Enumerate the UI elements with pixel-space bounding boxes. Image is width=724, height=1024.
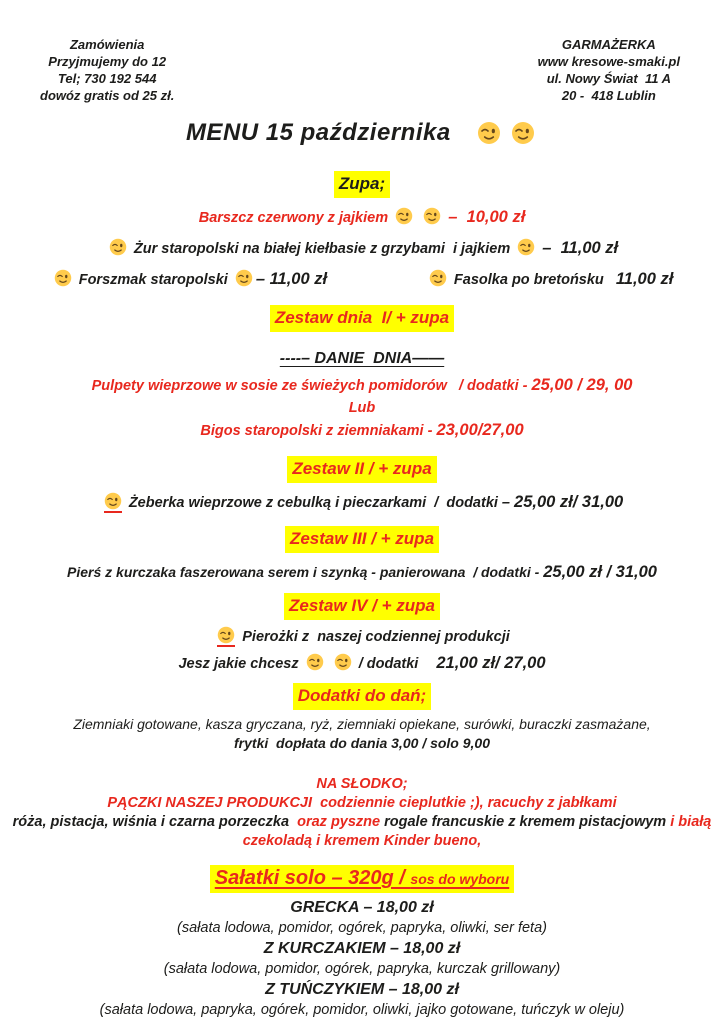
section-header-zestaw-1 [0,305,724,332]
zestaw-4-header-label: Zestaw IV / + zupa [284,593,440,620]
wink-emoji-icon [477,121,501,145]
dodatki-list: Ziemniaki gotowane, kasza gryczana, ryż, ziemniaki opiekane, surówki, buraczki zasmażane, [73,716,651,732]
bigos-name: Bigos staropolski z ziemniakami - [200,423,437,439]
kinder-line: czekoladą i kremem Kinder bueno, [242,833,482,849]
frytki-info: frytki dopłata do dania 3,00 / solo 9,00 [234,735,490,751]
street-address: ul. Nowy Świat 11 A [546,71,671,86]
salad-item-name: GRECKA – 18,00 zł [290,899,434,916]
wink-emoji-icon [511,121,535,145]
flavors-red-text: oraz pyszne [293,814,385,830]
business-name: GARMAŻERKA [561,37,656,52]
piers-price: 25,00 zł / 31,00 [543,563,657,581]
rogale-text: rogale francuskie z kremem pistacjowym [384,814,667,830]
lub-label: Lub [348,400,376,416]
wink-emoji-icon [334,653,352,671]
business-info-block [538,36,680,104]
header [0,0,724,104]
menu-item-pulpety [0,374,724,397]
phone-number: Tel; 730 192 544 [57,71,157,86]
wink-emoji-icon [54,269,72,287]
wink-emoji-icon [109,238,127,256]
zur-name: Żur staropolski na białej kiełbasie z grzybami i jajkiem [133,241,511,257]
section-header-zestaw-3 [0,526,724,553]
menu-item-pierozki [0,626,724,648]
website: www kresowe-smaki.pl [537,54,680,69]
wink-emoji-icon [306,653,324,671]
salatki-header-main: Sałatki solo – 320g / [214,867,411,889]
menu-item-piers [0,561,724,583]
zestaw-2-header-label: Zestaw II / + zupa [287,456,436,483]
menu-item-jesz-jakie-chcesz [0,652,724,675]
wink-emoji-icon [104,492,122,513]
menu-item-fasolka [426,268,673,291]
zur-price: – 11,00 zł [542,239,619,257]
menu-item-bigos [0,419,724,442]
wink-emoji-icon [217,626,235,647]
zestaw-3-header-label: Zestaw III / + zupa [285,526,439,553]
menu-item-zur [0,237,724,260]
salatki-header-label [210,865,514,893]
jesz-dodatki-text: / dodatki [358,656,419,672]
jesz-text: Jesz jakie chcesz [178,656,299,672]
danie-dnia-label: ----– DANIE DNIA—— [279,350,445,367]
forszmak-price: – 11,00 zł [255,270,328,288]
city-address: 20 - 418 Lublin [561,88,656,103]
pulpety-price: 25,00 / 29, 00 [531,376,633,394]
section-header-zestaw-4 [0,593,724,620]
salad-item-desc: (sałata lodowa, pomidor, ogórek, papryka, kurczak grillowany) [163,961,561,977]
order-info-line: Zamówienia [69,37,145,52]
soup-row [51,268,674,291]
section-header-zupa [0,171,724,198]
menu-item-forszmak [51,268,327,291]
salad-item-name: Z KURCZAKIEM – 18,00 zł [263,940,461,957]
salad-item-desc: (sałata lodowa, papryka, ogórek, pomidor, oliwki, jajko gotowane, tuńczyk w oleju) [99,1002,625,1018]
menu-title-row [0,118,724,151]
section-header-zestaw-2 [0,456,724,483]
zestaw-1-header-label: Zestaw dnia I/ + zupa [270,305,454,332]
bigos-price: 23,00/27,00 [436,421,524,439]
flavors-black-text: róża, pistacja, wiśnia i czarna porzeczka [12,814,294,830]
danie-dnia-heading [0,348,724,370]
salad-item-name: Z TUŃCZYKIEM – 18,00 zł [265,981,459,998]
section-header-dodatki [0,683,724,710]
menu-item-zeberka [0,491,724,514]
zeberka-price: 25,00 zł/ 31,00 [514,493,624,511]
wink-emoji-icon [429,269,447,287]
zupa-header-label: Zupa; [334,171,390,198]
paczki-line: PĄCZKI NASZEJ PRODUKCJI codziennie cieplutkie ;), racuchy z jabłkami [107,795,617,811]
flavors-line [0,813,724,832]
wink-emoji-icon [235,269,253,287]
fasolka-name: Fasolka po bretońsku [453,272,604,288]
order-info-line: Przyjmujemy do 12 [48,54,167,69]
delivery-info: dowóz gratis od 25 zł. [40,88,175,103]
forszmak-name: Forszmak staropolski [78,272,228,288]
wink-emoji-icon [395,207,413,225]
wink-emoji-icon [423,207,441,225]
dodatki-header-label: Dodatki do dań; [293,683,431,710]
salatki-header-sub: sos do wyboru [410,871,510,887]
jesz-price: 21,00 zł/ 27,00 [436,654,546,672]
fasolka-price: 11,00 zł [615,270,674,288]
salad-item-desc: (sałata lodowa, pomidor, ogórek, papryka, oliwki, ser feta) [177,920,547,936]
piers-name: Pierś z kurczaka faszerowana serem i szynką - panierowana / dodatki - [67,564,544,580]
menu-title: MENU 15 października [185,119,451,146]
zeberka-name: Żeberka wieprzowe z cebulką i pieczarkami / dodatki – [128,495,515,511]
biala-text: i białą [666,814,712,830]
na-slodko-header: NA SŁODKO; [316,776,408,792]
barszcz-price: – 10,00 zł [448,208,526,226]
pulpety-name: Pulpety wieprzowe w sosie ze świeżych pomidorów / dodatki - [91,378,532,394]
barszcz-name: Barszcz czerwony z jajkiem [198,210,389,226]
order-info-block [40,36,174,104]
pierozki-name: Pierożki z naszej codziennej produkcji [242,629,510,645]
menu-item-barszcz [0,206,724,229]
wink-emoji-icon [517,238,535,256]
section-header-salatki [0,865,724,893]
